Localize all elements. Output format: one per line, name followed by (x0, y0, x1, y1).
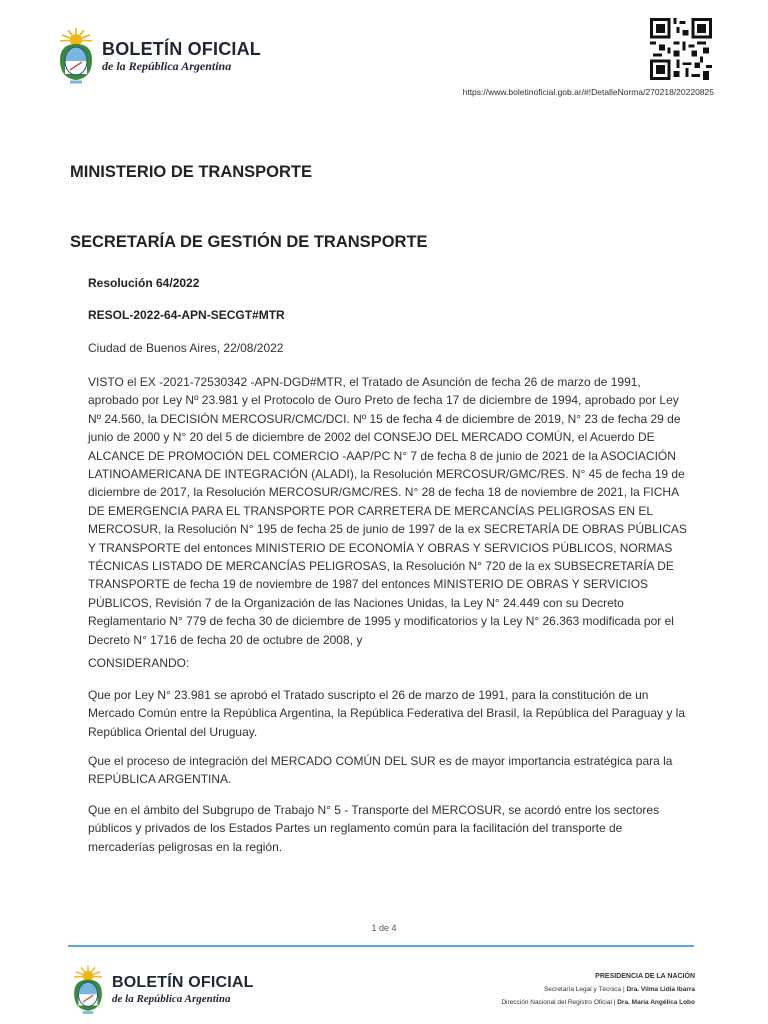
presidencia-label: PRESIDENCIA DE LA NACIÓN (595, 973, 695, 980)
document-url[interactable]: https://www.boletinoficial.gob.ar/#!DetalleNorma/270218/20220825 (462, 87, 714, 97)
footer-line-1-label: Secretaría Legal y Técnica | (543, 986, 625, 993)
argentina-coat-of-arms-icon (56, 26, 96, 86)
logo-subtitle: de la República Argentina (102, 59, 232, 73)
visto-paragraph: VISTO el EX -2021-72530342 -APN-DGD#MTR, el Tratado de Asunción de fecha 26 de marzo de 1991, aprobado por Ley Nº 23.981 y el Protocolo de Ouro Preto de fecha 17 de diciembre de 1994, aprobado por Ley Nº 24.560, la DECISIÓN MERCOSUR/CMC/DCI. Nº 15 de fecha 4 de diciembre de 2019, N° 23 de fecha 29 de junio de 2000 y N° 20 del 5 de diciembre de 2002 del CONSEJO DEL MERCADO COMÚN, el Acuerdo DE ALCANCE DE PROMOCIÓN DEL COMERCIO -AAP/PC N° 7 de fecha 8 de junio de 2021 de la ASOCIACIÓN LATINOAMERICANA DE INTEGRACIÓN (ALADI), la Resolución MERCOSUR/GMC/RES. N° 45 de fecha 19 de diciembre de 2017, la Resolución MERCOSUR/GMC/RES. N° 28 de fecha 18 de noviembre de 2021, la FICHA DE EMERGENCIA PARA EL TRANSPORTE POR CARRETERA DE MERCANCÍAS PELIGROSAS EN EL MERCOSUR, la Resolución N° 195 de fecha 25 de junio de 1997 de la ex SECRETARÍA DE OBRAS PÚBLICAS Y TRANSPORTE del entonces MINISTERIO DE ECONOMÍA Y OBRAS Y SERVICIOS PÚBLICOS, NORMAS TÉCNICAS LISTADO DE MERCANCÍAS PELIGROSAS, la Resolución N° 720 de la ex SUBSECRETARÍA DE TRANSPORTE de fecha 19 de noviembre de 1987 del entonces MINISTERIO DE OBRAS Y SERVICIOS PÚBLICOS, Revisión 7 de la Organización de las Naciones Unidas, la Ley N° 24.449 con su Decreto Reglamentario N° 779 de fecha 30 de diciembre de 1995 y modificatorios y la Ley N° 26.363 modificada por el Decreto N° 1716 de fecha 20 de octubre de 2008, y (88, 375, 687, 647)
resolution-number: Resolución 64/2022 (88, 276, 200, 290)
considerando-paragraph-1: Que por Ley N° 23.981 se aprobó el Tratado suscripto el 26 de marzo de 1991, para la constitución de un Mercado Común entre la República Argentina, la República Federativa del Brasil, la República del Paraguay y la República Oriental del Uruguay. (88, 688, 685, 739)
considerando-paragraph-2: Que el proceso de integración del MERCADO COMÚN DEL SUR es de mayor importancia estratégica para la REPÚBLICA ARGENTINA. (88, 754, 673, 787)
footer-credits (501, 970, 695, 1009)
footer-line-1 (501, 983, 695, 996)
footer-logo-title: BOLETÍN OFICIAL (112, 974, 254, 991)
footer-line-2-label: Dirección Nacional del Registro Oficial | (501, 999, 616, 1006)
boletin-oficial-logo (56, 26, 261, 86)
footer-boletin-oficial-logo (70, 964, 254, 1016)
considerando-paragraph-3: Que en el ámbito del Subgrupo de Trabajo N° 5 - Transporte del MERCOSUR, se acordó entre los sectores públicos y privados de los Estados Partes un reglamento común para la facilitación del transporte de mercaderías peligrosas en la región. (88, 803, 660, 854)
ministry-heading: MINISTERIO DE TRANSPORTE (70, 163, 313, 181)
resolution-code: RESOL-2022-64-APN-SECGT#MTR (88, 308, 285, 322)
considerando-heading: CONSIDERANDO: (88, 656, 190, 670)
qr-code-icon[interactable] (650, 18, 712, 80)
footer-line-2-name: Dra. María Angélica Lobo (617, 999, 695, 1006)
page-number: 1 de 4 (371, 923, 397, 933)
city-date: Ciudad de Buenos Aires, 22/08/2022 (88, 341, 284, 355)
footer-line-1-name: Dra. Vilma Lidia Ibarra (626, 986, 695, 993)
footer-logo-subtitle: de la República Argentina (112, 993, 231, 1005)
logo-title: BOLETÍN OFICIAL (102, 39, 261, 59)
secretaria-heading: SECRETARÍA DE GESTIÓN DE TRANSPORTE (70, 233, 428, 251)
argentina-coat-of-arms-icon (70, 964, 106, 1016)
footer-line-2 (501, 996, 695, 1009)
footer-divider (68, 945, 694, 947)
